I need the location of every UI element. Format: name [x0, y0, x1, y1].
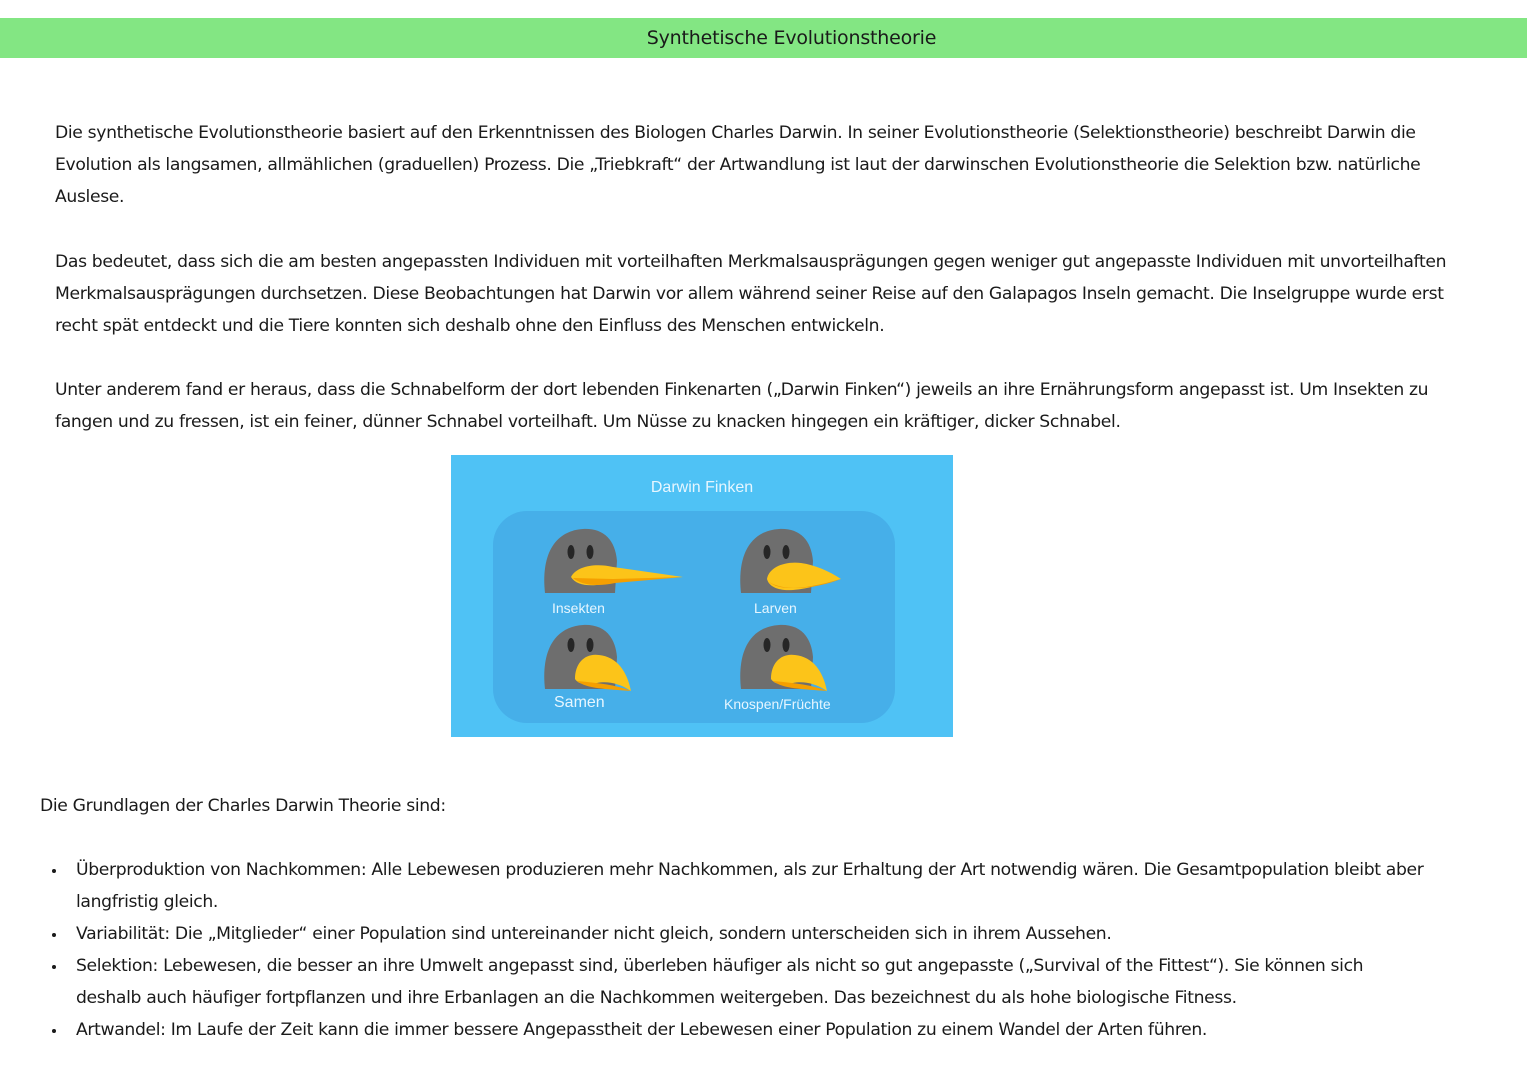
- finch-knospen-icon: [737, 623, 847, 695]
- figure-title: Darwin Finken: [650, 479, 754, 496]
- list-item-text: Überproduktion von Nachkommen: Alle Lebewesen produzieren mehr Nachkommen, als zur Erhaltung der Art notwendig wären. Die Gesamtpopulation bleibt aber langfristig gleich.: [76, 860, 1424, 912]
- list-item-text: Artwandel: Im Laufe der Zeit kann die immer bessere Angepasstheit der Lebewesen einer Population zu einem Wandel der Arten führen.: [76, 1020, 1208, 1040]
- finch-samen-icon: [541, 623, 651, 695]
- page-title: Synthetische Evolutionstheorie: [646, 27, 937, 49]
- paragraph-intro: Die synthetische Evolutionstheorie basiert auf den Erkenntnissen des Biologen Charles Darwin. In seiner Evolutionstheorie (Selektionstheorie) beschreibt Darwin die Evolution als langsamen, allmählichen (graduellen) Prozess. Die „Triebkraft“ der Artwandlung ist laut der darwinschen Evolutionstheorie die Selektion bzw. natürliche Auslese.: [55, 123, 1421, 207]
- list-item-text: Selektion: Lebewesen, die besser an ihre Umwelt angepasst sind, überleben häufiger als nicht so gut angepasste („Survival of the Fittest“). Sie können sich deshalb auch häufiger fortpflanzen und ihre Erbanlagen an die Nachkommen weitergeben. Das bezeichnest du als hohe biologische Fitness.: [76, 956, 1364, 1008]
- finch-label-insekten: Insekten: [552, 600, 605, 616]
- bullet-icon: [52, 933, 56, 937]
- finch-label-larven: Larven: [754, 600, 797, 616]
- list-item: [40, 950, 1430, 1014]
- basics-intro: Die Grundlagen der Charles Darwin Theorie sind:: [40, 796, 446, 816]
- finch-insekten-icon: [541, 527, 691, 599]
- title-bar: [0, 18, 1527, 58]
- bullet-icon: [52, 965, 56, 969]
- paragraph-adaptation: Das bedeutet, dass sich die am besten angepassten Individuen mit vorteilhaften Merkmalsausprägungen gegen weniger gut angepasste Individuen mit unvorteilhaften Merkmalsausprägungen durchsetzen. Diese Beobachtungen hat Darwin vor allem während seiner Reise auf den Galapagos Inseln gemacht. Die Inselgruppe wurde erst recht spät entdeckt und die Tiere konnten sich deshalb ohne den Einfluss des Menschen entwickeln.: [55, 252, 1447, 336]
- paragraph-finches: Unter anderem fand er heraus, dass die Schnabelform der dort lebenden Finkenarten („Darwin Finken“) jeweils an ihre Ernährungsform angepasst ist. Um Insekten zu fangen und zu fressen, ist ein feiner, dünner Schnabel vorteilhaft. Um Nüsse zu knacken hingegen ein kräftiger, dicker Schnabel.: [55, 380, 1429, 432]
- darwin-finches-figure: [451, 455, 953, 737]
- list-item: [40, 1014, 1430, 1046]
- basics-list: [40, 854, 1430, 1046]
- list-item: [40, 854, 1430, 918]
- list-item: [40, 918, 1430, 950]
- bullet-icon: [52, 1029, 56, 1033]
- finch-larven-icon: [737, 527, 847, 599]
- list-item-text: Variabilität: Die „Mitglieder“ einer Population sind untereinander nicht gleich, sondern unterscheiden sich in ihrem Aussehen.: [76, 924, 1112, 944]
- finch-label-samen: Samen: [554, 694, 605, 711]
- finch-label-knospen: Knospen/Früchte: [724, 696, 831, 712]
- bullet-icon: [52, 869, 56, 873]
